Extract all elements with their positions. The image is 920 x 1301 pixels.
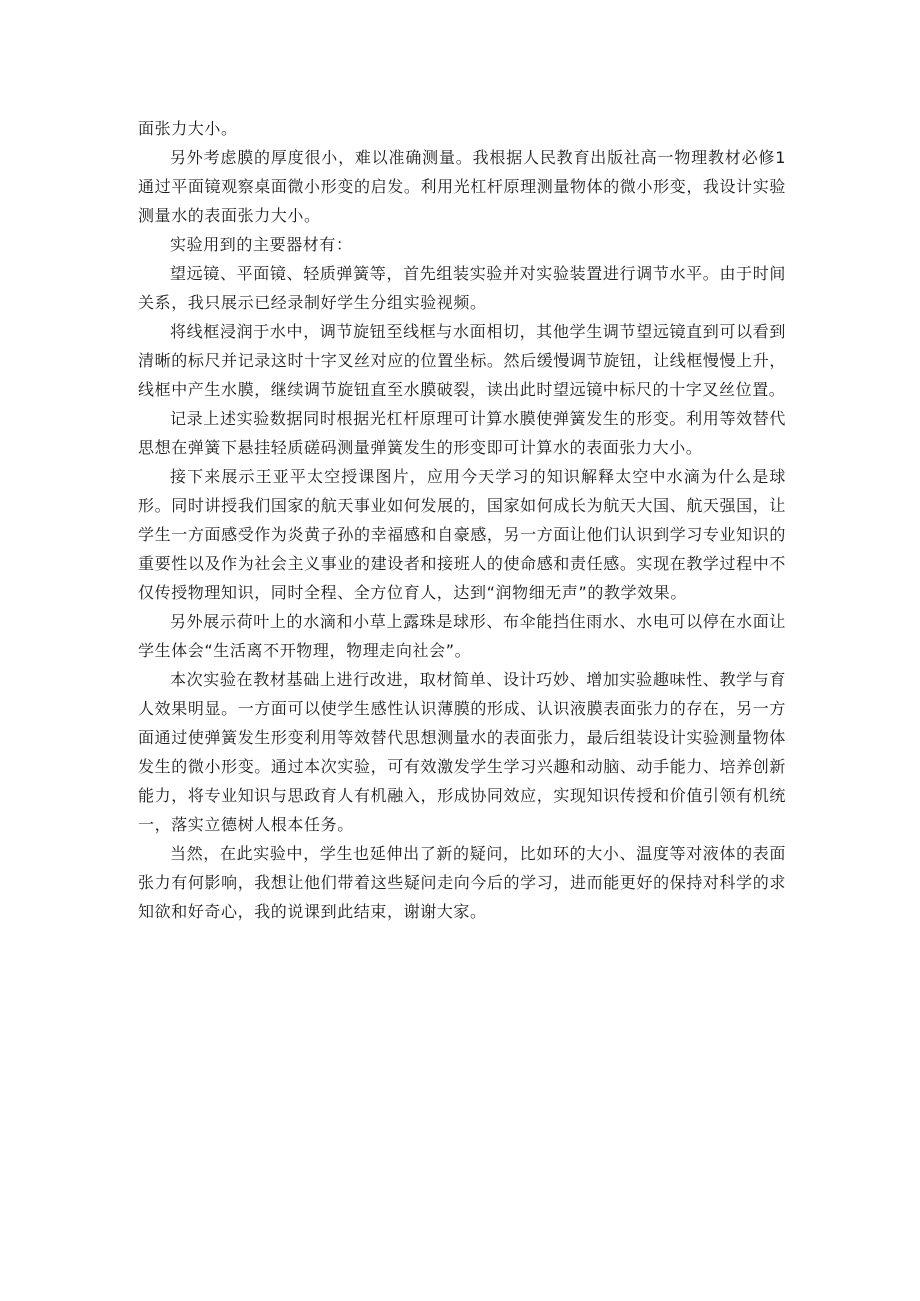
paragraph-film-thickness: 另外考虑膜的厚度很小，难以准确测量。我根据人民教育出版社高一物理教材必修1通过平面镜观察桌面微小形变的启发。利用光杠杆原理测量物体的微小形变，我设计实验测量水的表面张力大小。: [138, 148, 786, 225]
paragraph-everyday-examples: 另外展示荷叶上的水滴和小草上露珠是球形、布伞能挡住雨水、水电可以停在水面让学生体会“生活离不开物理，物理走向社会”。: [138, 612, 786, 660]
paragraph-space-lesson: 接下来展示王亚平太空授课图片，应用今天学习的知识解释太空中水滴为什么是球形。同时讲授我们国家的航天事业如何发展的，国家如何成长为航天大国、航天强国，让学生一方面感受作为炎黄子孙的幸福感和自豪感，另一方面让他们认识到学习专业知识的重要性以及作为社会主义事业的建设者和接班人的使命感和责任感。实现在教学过程中不仅传授物理知识，同时全程、全方位育人，达到“润物细无声”的教学效果。: [138, 467, 786, 602]
paragraph-equipment-heading: 实验用到的主要器材有：: [170, 235, 353, 254]
paragraph-equipment-list: 望远镜、平面镜、轻质弹簧等，首先组装实验并对实验装置进行调节水平。由于时间关系，我只展示已经录制好学生分组实验视频。: [138, 264, 786, 312]
paragraph-calculation: 记录上述实验数据同时根据光杠杆原理可计算水膜使弹簧发生的形变。利用等效替代思想在弹簧下悬挂轻质磋码测量弹簧发生的形变即可计算水的表面张力大小。: [138, 409, 786, 457]
paragraph-continuation: 面张力大小。: [138, 119, 238, 138]
paragraph-conclusion: 当然，在此实验中，学生也延伸出了新的疑问，比如环的大小、温度等对液体的表面张力有何影响，我想让他们带着这些疑问走向今后的学习，进而能更好的保持对科学的求知欲和好奇心，我的说课到此结束，谢谢大家。: [138, 844, 786, 921]
paragraph-summary: 本次实验在教材基础上进行改进，取材简单、设计巧妙、增加实验趣味性、教学与育人效果明显。一方面可以使学生感性认识薄膜的形成、认识液膜表面张力的存在，另一方面通过使弹簧发生形变利用等效替代思想测量水的表面张力，最后组装设计实验测量物体发生的微小形变。通过本次实验，可有效激发学生学习兴趣和动脑、动手能力、培养创新能力，将专业知识与思政育人有机融入，形成协同效应，实现知识传授和价值引领有机统一，落实立德树人根本任务。: [138, 670, 786, 834]
document-body: [138, 114, 786, 926]
paragraph-procedure: 将线框浸润于水中，调节旋钮至线框与水面相切，其他学生调节望远镜直到可以看到清晰的标尺并记录这时十字叉丝对应的位置坐标。然后缓慢调节旋钮，让线框慢慢上升，线框中产生水膜，继续调节旋钮直至水膜破裂，读出此时望远镜中标尺的十字叉丝位置。: [138, 322, 786, 399]
